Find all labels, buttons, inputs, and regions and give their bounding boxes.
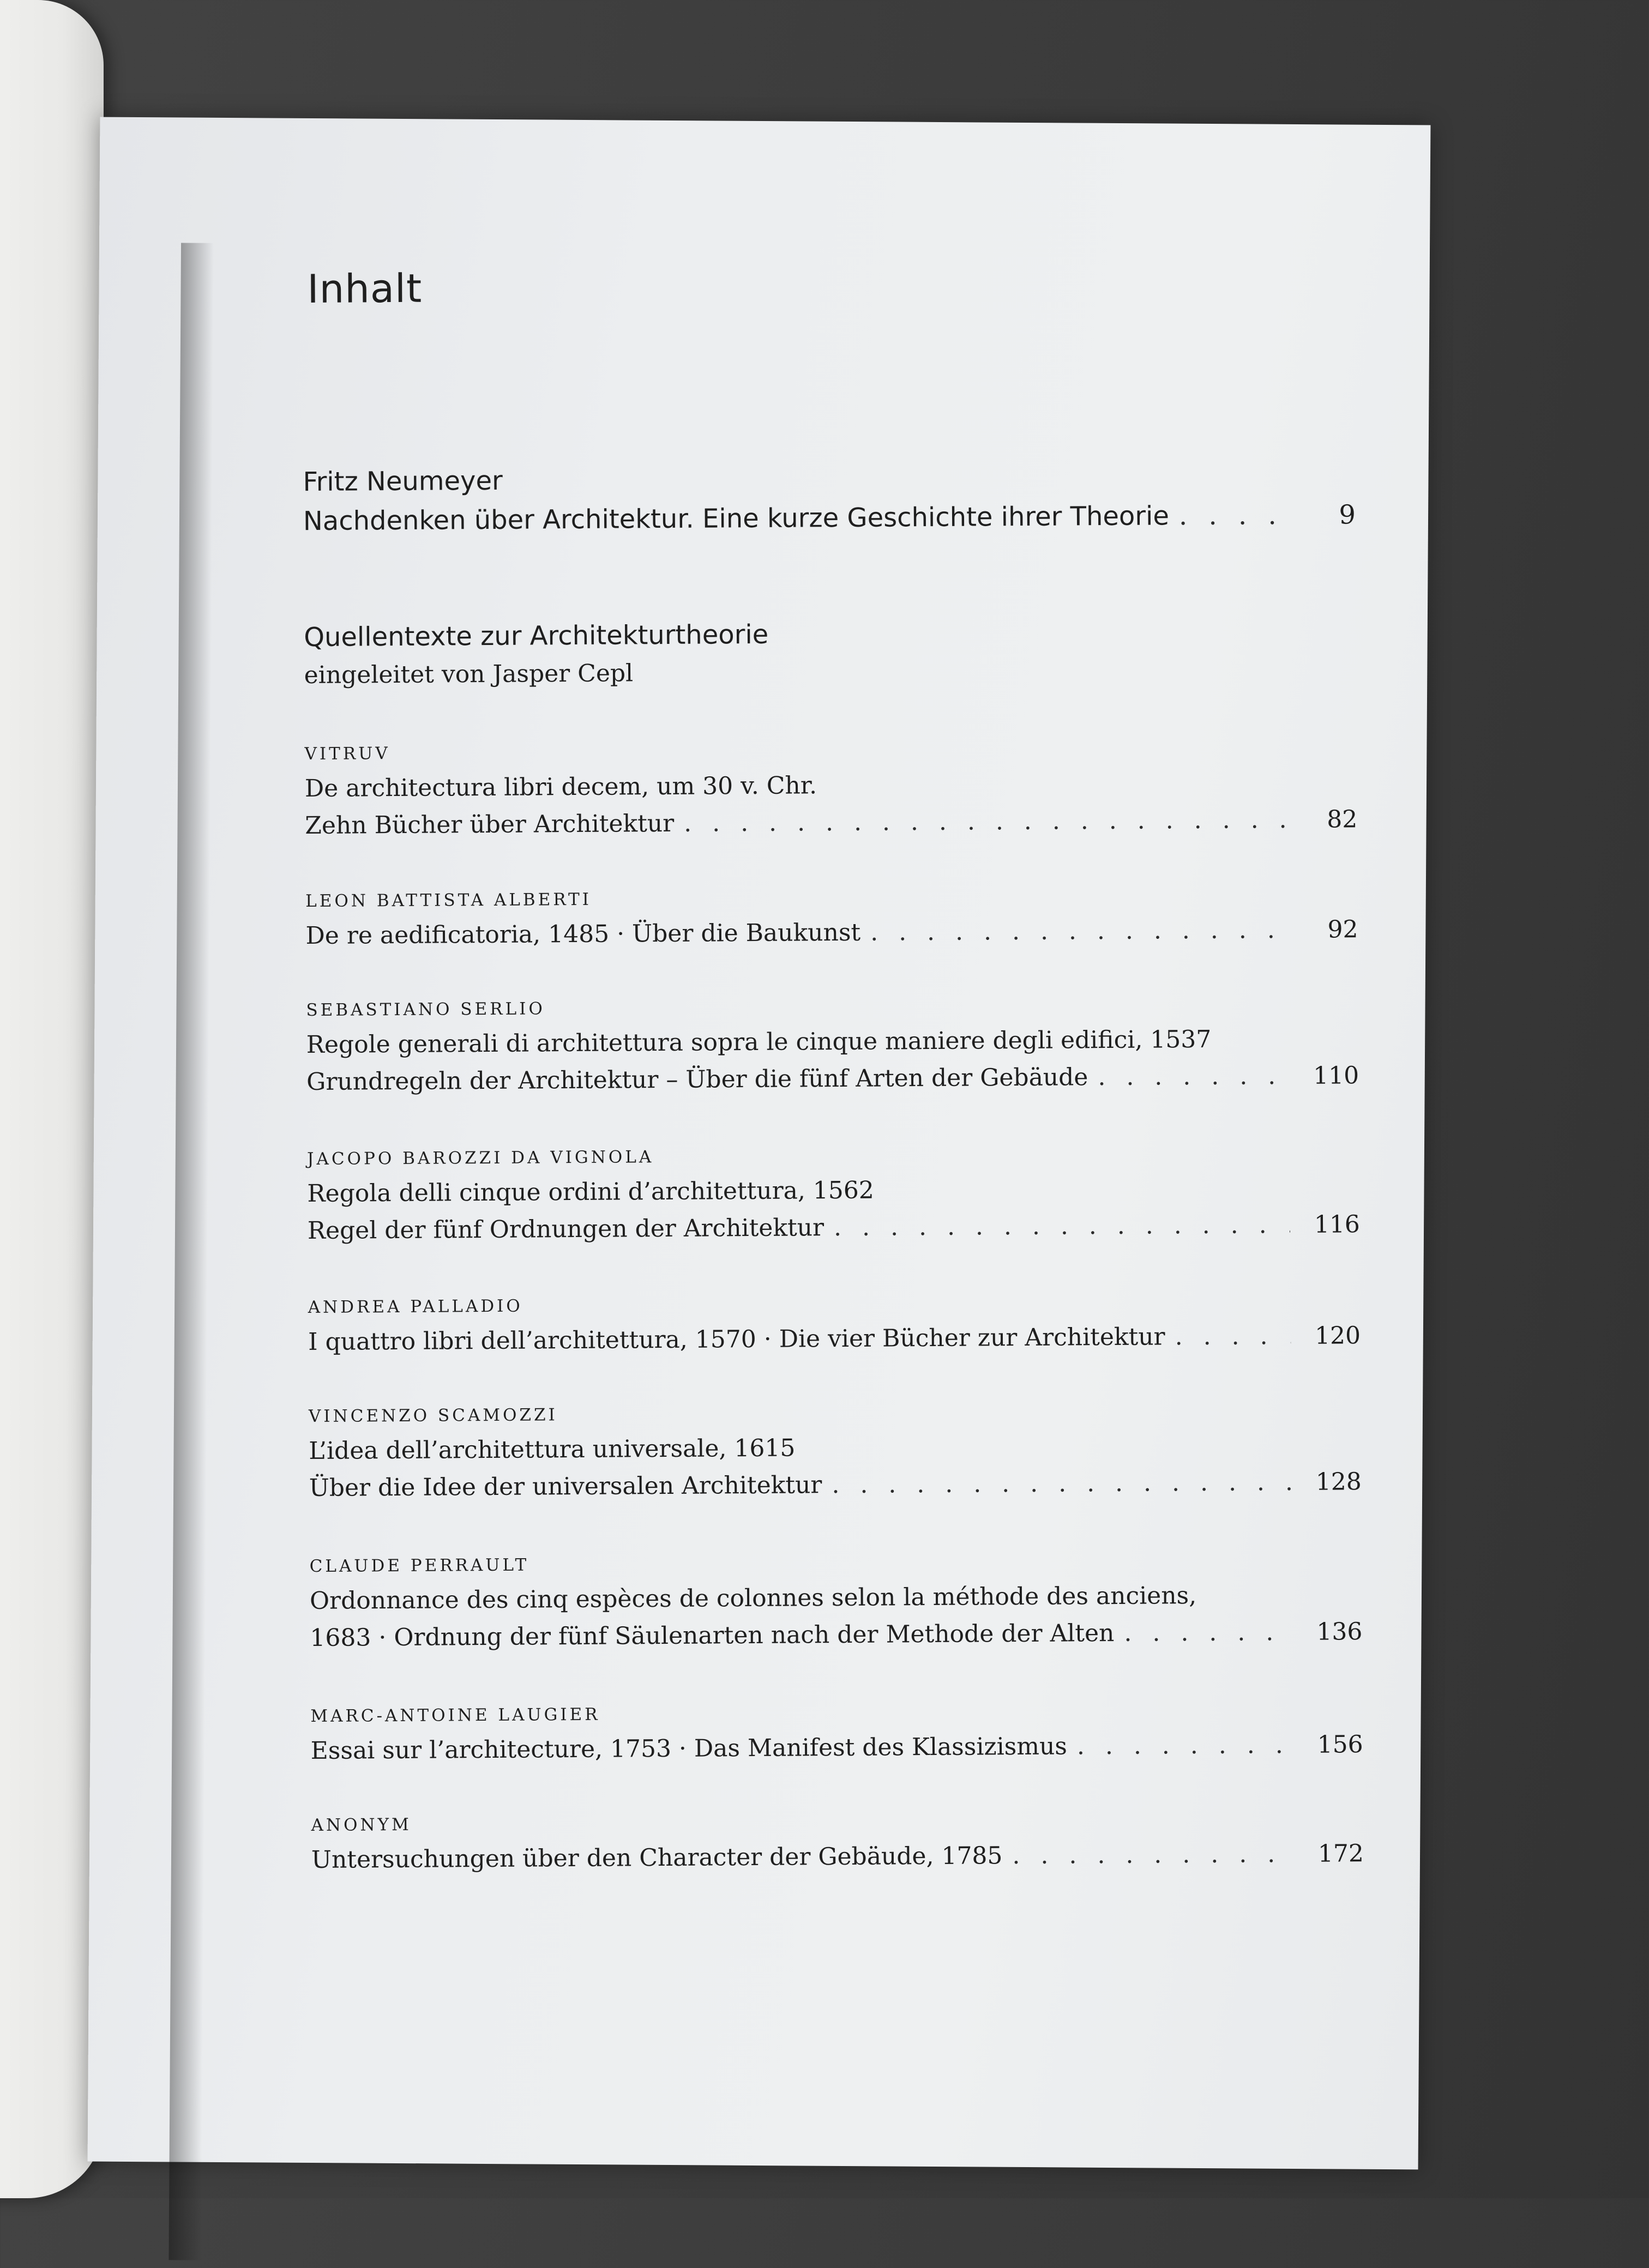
toc-entry	[309, 1394, 1362, 1507]
essay-author: Fritz Neumeyer	[303, 465, 503, 498]
entry-title-line	[305, 911, 1358, 955]
entry-title: Regel der fünf Ordnungen der Architektur	[307, 1214, 824, 1245]
page-title: Inhalt	[307, 265, 423, 312]
page-number: 110	[1313, 1061, 1359, 1090]
leader-dots	[1179, 496, 1286, 535]
entry-author: VINCENZO SCAMOZZI	[308, 1405, 558, 1427]
entry-author: MARC-ANTOINE LAUGIER	[310, 1704, 600, 1727]
entry-title: Zehn Bücher über Architektur	[305, 809, 675, 840]
entry-original-title: De architectura libri decem, um 30 v. Chr.	[304, 771, 817, 803]
sources-heading: Quellentexte zur Architekturtheorie	[304, 619, 769, 653]
toc-entry	[305, 878, 1358, 955]
entry-title: De re aedificatoria, 1485 · Über die Baukunst	[305, 918, 861, 950]
entry-author: LEON BATTISTA ALBERTI	[305, 889, 592, 912]
entry-title: Grundregeln der Architektur – Über die fünf Arten der Gebäude	[306, 1063, 1088, 1096]
toc-entry	[309, 1543, 1362, 1657]
entry-original-title: L’idea dell’architettura universale, 1615	[309, 1434, 796, 1465]
page-number: 136	[1316, 1618, 1363, 1646]
entry-title: Untersuchungen über den Character der Gebäude, 1785	[311, 1842, 1003, 1874]
entry-title-line	[306, 1057, 1359, 1101]
entry-original-title: Regola delli cinque ordini d’architettura, 1562	[307, 1176, 874, 1208]
entry-original-title: Regole generali di architettura sopra le cinque maniere degli edifici, 1537	[306, 1025, 1212, 1059]
entry-title-line	[310, 1613, 1362, 1657]
entry-author: CLAUDE PERRAULT	[309, 1555, 529, 1577]
table-of-contents	[88, 118, 1431, 2170]
entry-title-line	[305, 801, 1357, 845]
page-number: 92	[1327, 915, 1358, 944]
leader-dots	[1098, 1058, 1289, 1096]
entry-title-line	[308, 1317, 1361, 1361]
book-page	[88, 117, 1431, 2170]
leader-dots	[1012, 1836, 1294, 1874]
page-number: 120	[1314, 1322, 1361, 1350]
leader-dots	[834, 1207, 1290, 1246]
entry-author: ANDREA PALLADIO	[308, 1296, 523, 1318]
entry-title: Über die Idee der universalen Architektur	[309, 1471, 822, 1503]
toc-entry	[307, 1136, 1360, 1250]
toc-entry	[304, 731, 1357, 845]
entry-title: I quattro libri dell’architettura, 1570 · Die vier Bücher zur Architektur	[308, 1323, 1165, 1356]
leader-dots	[832, 1464, 1292, 1504]
entry-title: 1683 · Ordnung der fünf Säulenarten nach der Methode der Alten	[310, 1619, 1115, 1652]
leader-dots	[1175, 1318, 1291, 1355]
entry-original-title: Ordonnance des cinq espèces de colonnes selon la méthode des anciens,	[309, 1582, 1197, 1615]
page-number: 172	[1317, 1839, 1364, 1868]
entry-author: SEBASTIANO SERLIO	[306, 999, 545, 1021]
left-page-edge	[0, 0, 104, 2198]
entry-title-line	[310, 1726, 1363, 1770]
essay-title: Nachdenken über Architektur. Eine kurze Geschichte ihrer Theorie	[303, 500, 1170, 537]
entry-title-line	[311, 1835, 1364, 1879]
leader-dots	[870, 912, 1289, 951]
entry-title-line	[309, 1463, 1362, 1507]
entry-author: ANONYM	[311, 1814, 412, 1836]
toc-entry	[306, 987, 1359, 1101]
page-number: 82	[1327, 805, 1358, 834]
entry-author: VITRUV	[304, 744, 390, 764]
page-number: 128	[1315, 1468, 1362, 1496]
leader-dots	[684, 801, 1288, 842]
page-number: 156	[1317, 1730, 1363, 1759]
entry-author: JACOPO BAROZZI DA VIGNOLA	[306, 1147, 654, 1169]
essay-entry	[303, 495, 1356, 541]
toc-entry	[308, 1284, 1361, 1361]
sources-subheading: eingeleitet von Jasper Cepl	[304, 659, 634, 690]
leader-dots	[1124, 1614, 1292, 1652]
leader-dots	[1077, 1727, 1293, 1765]
toc-entry	[310, 1693, 1363, 1770]
entry-title: Essai sur l’architecture, 1753 · Das Manifest des Klassizismus	[310, 1732, 1068, 1765]
entry-title-line	[308, 1206, 1360, 1250]
page-number: 116	[1314, 1210, 1360, 1239]
page-number: 9	[1339, 499, 1356, 530]
toc-entry	[311, 1802, 1364, 1879]
